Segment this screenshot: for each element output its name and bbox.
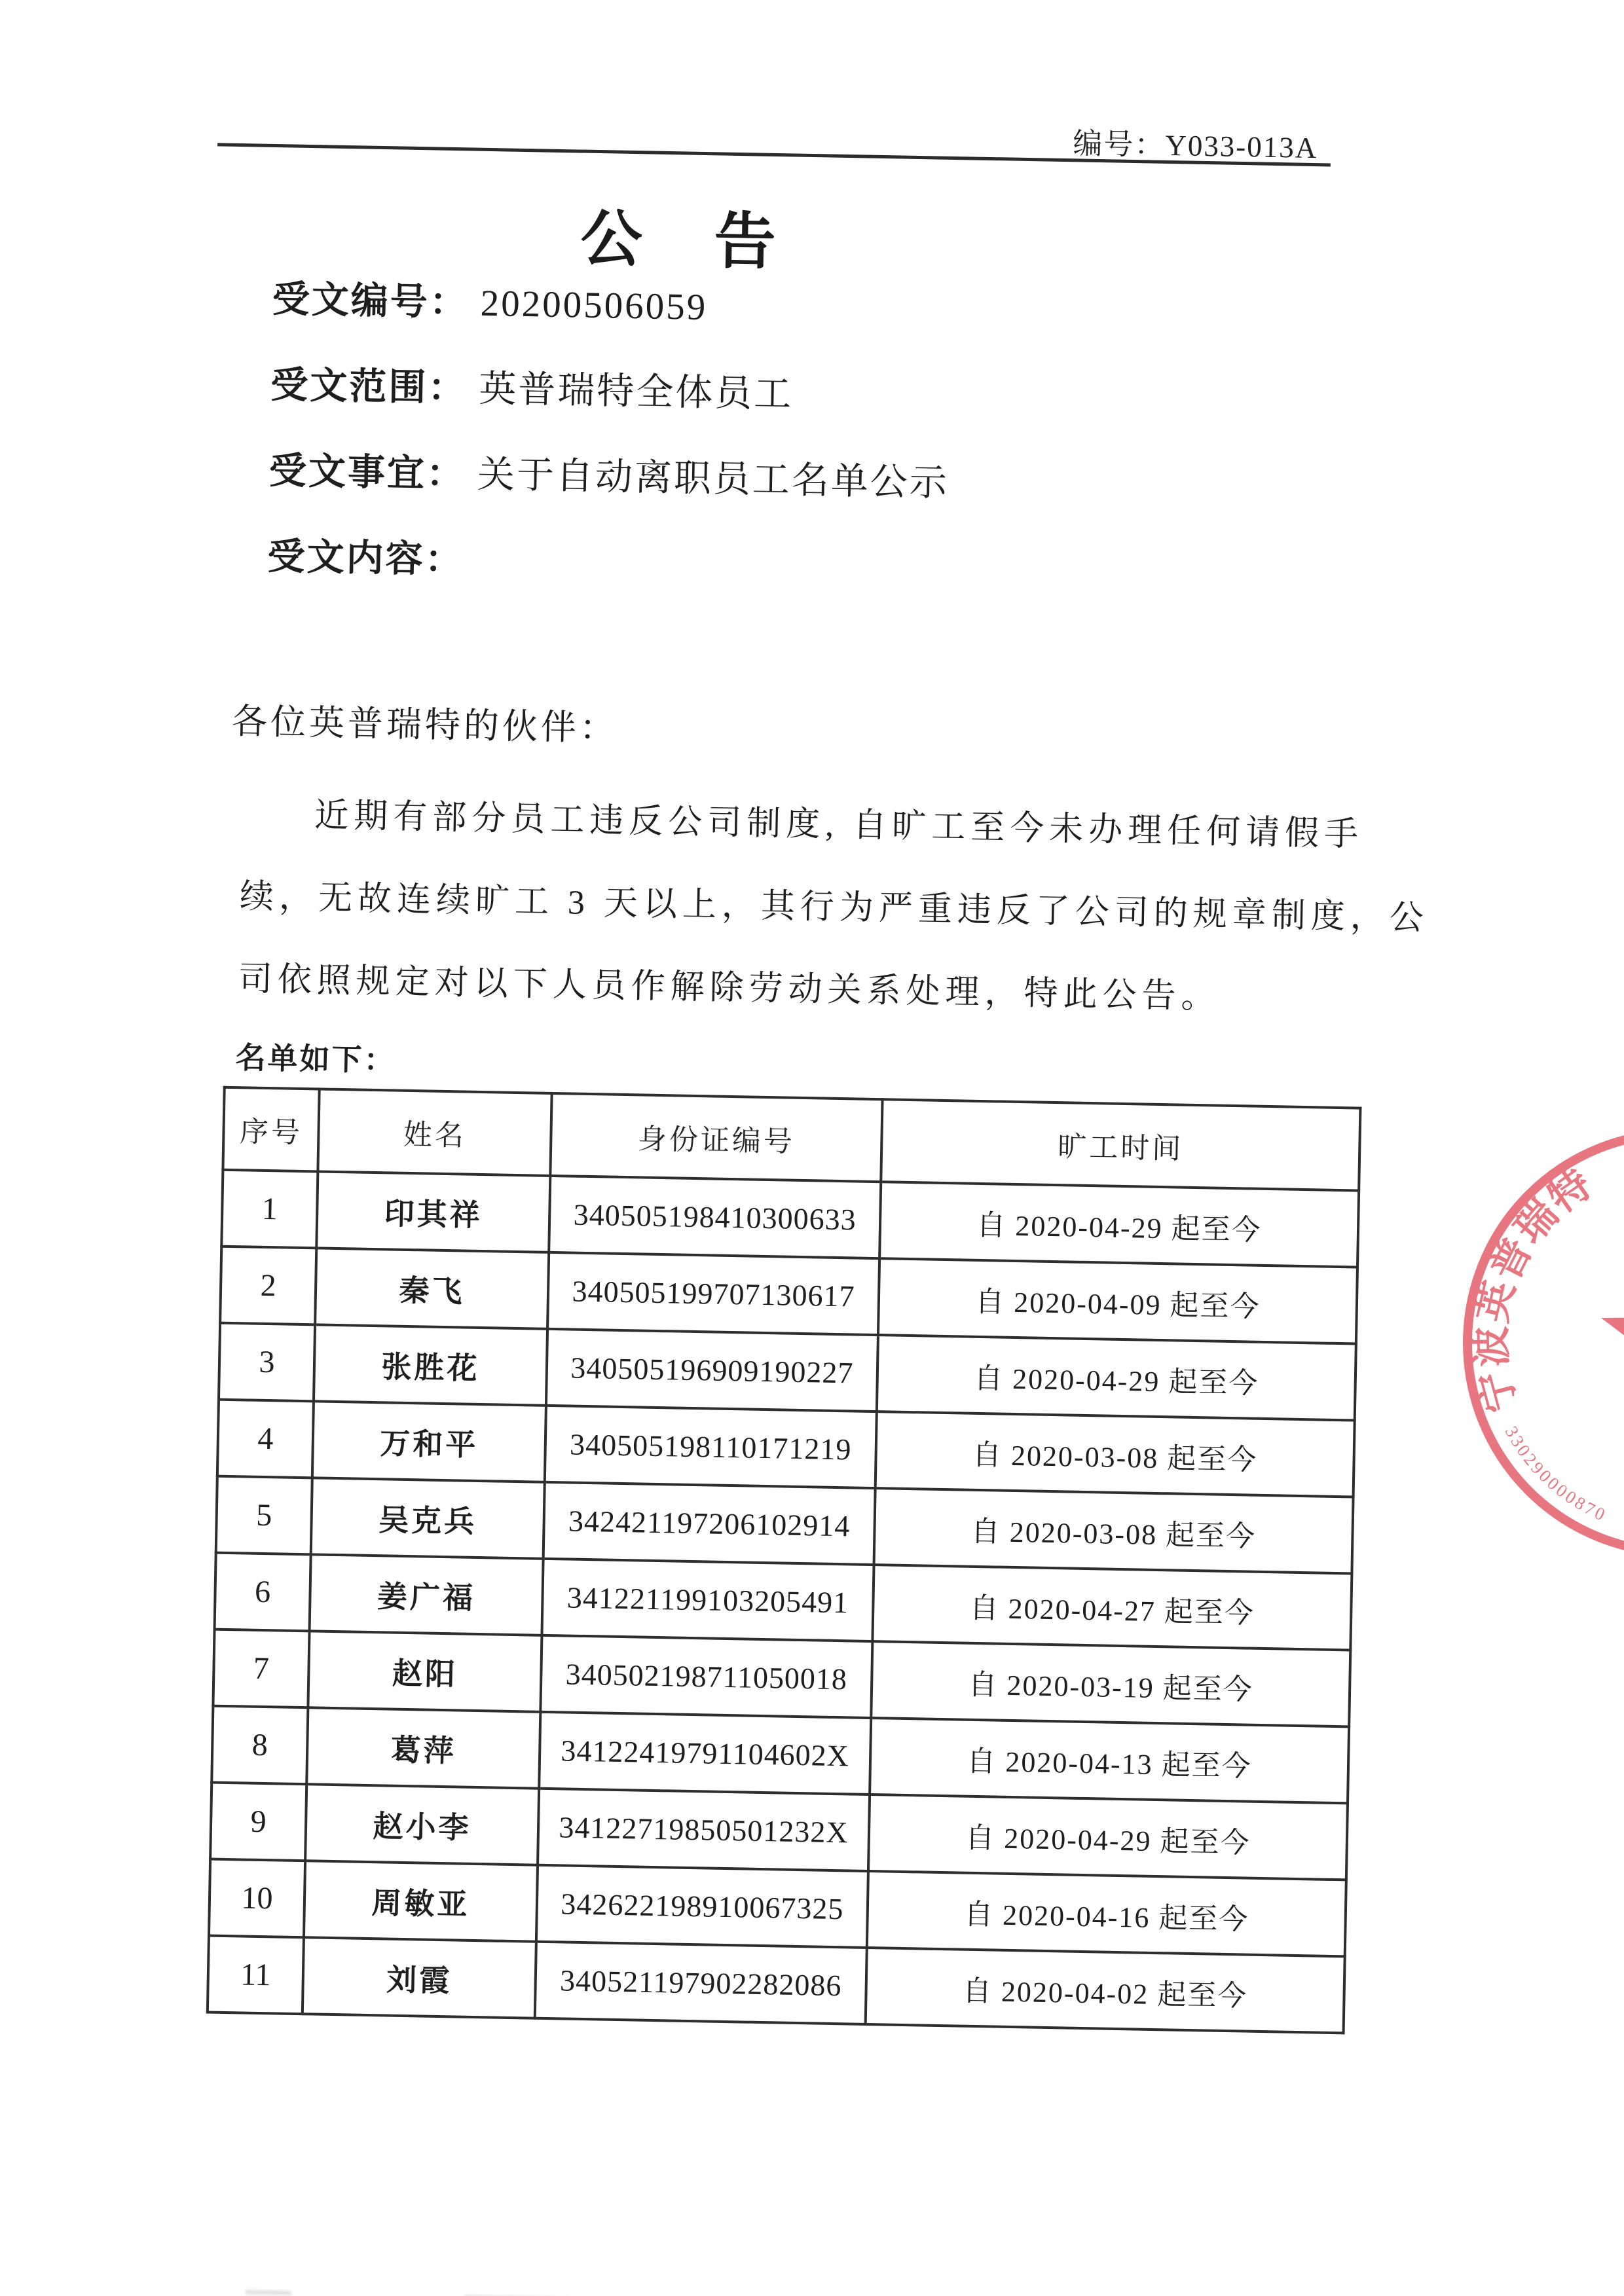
employee-name-cell: 万和平	[312, 1401, 546, 1482]
employee-name-cell: 印其祥	[316, 1171, 550, 1252]
absence-period-cell: 自 2020-04-29 起至今	[868, 1795, 1348, 1880]
absence-period-cell: 自 2020-04-29 起至今	[877, 1335, 1356, 1420]
table-header-cell: 姓名	[318, 1089, 551, 1175]
id-number-cell: 34122419791104602X	[539, 1712, 871, 1795]
table-header-cell: 旷工时间	[881, 1099, 1360, 1190]
page-title: 公 告	[580, 205, 782, 278]
row-index-cell: 9	[210, 1783, 306, 1861]
salutation: 各位英普瑞特的伙伴：	[231, 701, 619, 748]
paragraph-line: 司依照规定对以下人员作解除劳动关系处理，特此公告。	[238, 960, 1221, 1016]
row-index-cell: 4	[217, 1400, 314, 1478]
row-index-cell: 2	[220, 1247, 316, 1325]
document-code: 编号：Y033-013A	[1072, 127, 1318, 165]
row-index-cell: 5	[216, 1476, 312, 1555]
absence-period-cell: 自 2020-03-08 起至今	[876, 1412, 1355, 1497]
row-index-cell: 3	[219, 1323, 315, 1402]
stamp-arc-text: 宁波英普瑞特	[1469, 1161, 1601, 1417]
employee-name-cell: 吴克兵	[311, 1478, 545, 1558]
id-number-cell: 340505198110171219	[545, 1406, 877, 1488]
table-header-cell: 身份证编号	[550, 1093, 882, 1182]
absence-period-cell: 自 2020-04-16 起至今	[867, 1871, 1346, 1956]
id-number-cell: 342421197206102914	[544, 1482, 876, 1565]
employee-name-cell: 刘霞	[303, 1937, 536, 2018]
id-number-cell: 341221199103205491	[542, 1559, 874, 1641]
row-index-cell: 7	[213, 1630, 309, 1708]
row-index-cell: 8	[212, 1706, 308, 1785]
absence-period-cell: 自 2020-04-02 起至今	[866, 1948, 1345, 2033]
row-index-cell: 10	[209, 1859, 305, 1938]
employee-name-cell: 赵阳	[308, 1631, 542, 1711]
absence-period-cell: 自 2020-04-29 起至今	[879, 1182, 1359, 1267]
absence-period-cell: 自 2020-03-08 起至今	[874, 1488, 1354, 1573]
meta-field-value: 关于自动离职员工名单公示	[477, 454, 950, 504]
absence-period-cell: 自 2020-04-13 起至今	[870, 1718, 1349, 1803]
meta-field-label: 受文事宜：	[268, 450, 466, 496]
list-intro: 名单如下：	[235, 1041, 396, 1078]
stamp-serial-number: 330290000870	[1501, 1423, 1610, 1525]
paragraph-line: 续，无故连续旷工 3 天以上，其行为严重违反了公司的规章制度，公	[239, 878, 1430, 938]
employee-name-cell: 周敏亚	[304, 1861, 538, 1941]
row-index-cell: 11	[208, 1936, 304, 2014]
id-number-cell: 340505199707130617	[547, 1252, 879, 1335]
row-index-cell: 1	[221, 1170, 318, 1248]
meta-fields-block	[267, 257, 1386, 620]
absence-period-cell: 自 2020-04-27 起至今	[872, 1565, 1352, 1650]
body-paragraph	[238, 773, 1430, 1041]
id-number-cell: 340502198711050018	[540, 1635, 872, 1718]
meta-field-value	[464, 539, 476, 581]
meta-field-label: 受文内容：	[267, 536, 465, 581]
meta-field-label: 受文范围：	[270, 364, 468, 410]
absence-period-cell: 自 2020-04-09 起至今	[878, 1258, 1357, 1343]
employee-name-cell: 赵小李	[305, 1784, 539, 1865]
id-number-cell: 342622198910067325	[536, 1865, 868, 1948]
paragraph-line: 近期有部分员工违反公司制度, 自旷工至今未办理任何请假手	[314, 797, 1364, 854]
dismissed-employees-table	[206, 1086, 1362, 2035]
table-header-cell: 序号	[223, 1087, 319, 1172]
employee-name-cell: 张胜花	[314, 1324, 547, 1405]
id-number-cell: 340521197902282086	[535, 1942, 867, 2024]
company-stamp	[1448, 1114, 1624, 1572]
id-number-cell: 340505196909190227	[546, 1329, 878, 1412]
meta-field-value: 英普瑞特全体员工	[478, 368, 794, 416]
employee-name-cell: 姜广福	[310, 1554, 544, 1635]
scan-bleed-artifact	[246, 2290, 291, 2295]
id-number-cell: 34122719850501232X	[538, 1789, 870, 1871]
row-index-cell: 6	[215, 1553, 311, 1631]
meta-field-label: 受文编号：	[272, 278, 470, 324]
employee-name-cell: 葛萍	[306, 1707, 540, 1788]
meta-field-value: 20200506059	[480, 282, 708, 329]
employee-name-cell: 秦飞	[315, 1248, 549, 1328]
absence-period-cell: 自 2020-03-19 起至今	[871, 1641, 1350, 1726]
id-number-cell: 340505198410300633	[549, 1176, 881, 1258]
stamp-star-icon	[1601, 1263, 1624, 1408]
